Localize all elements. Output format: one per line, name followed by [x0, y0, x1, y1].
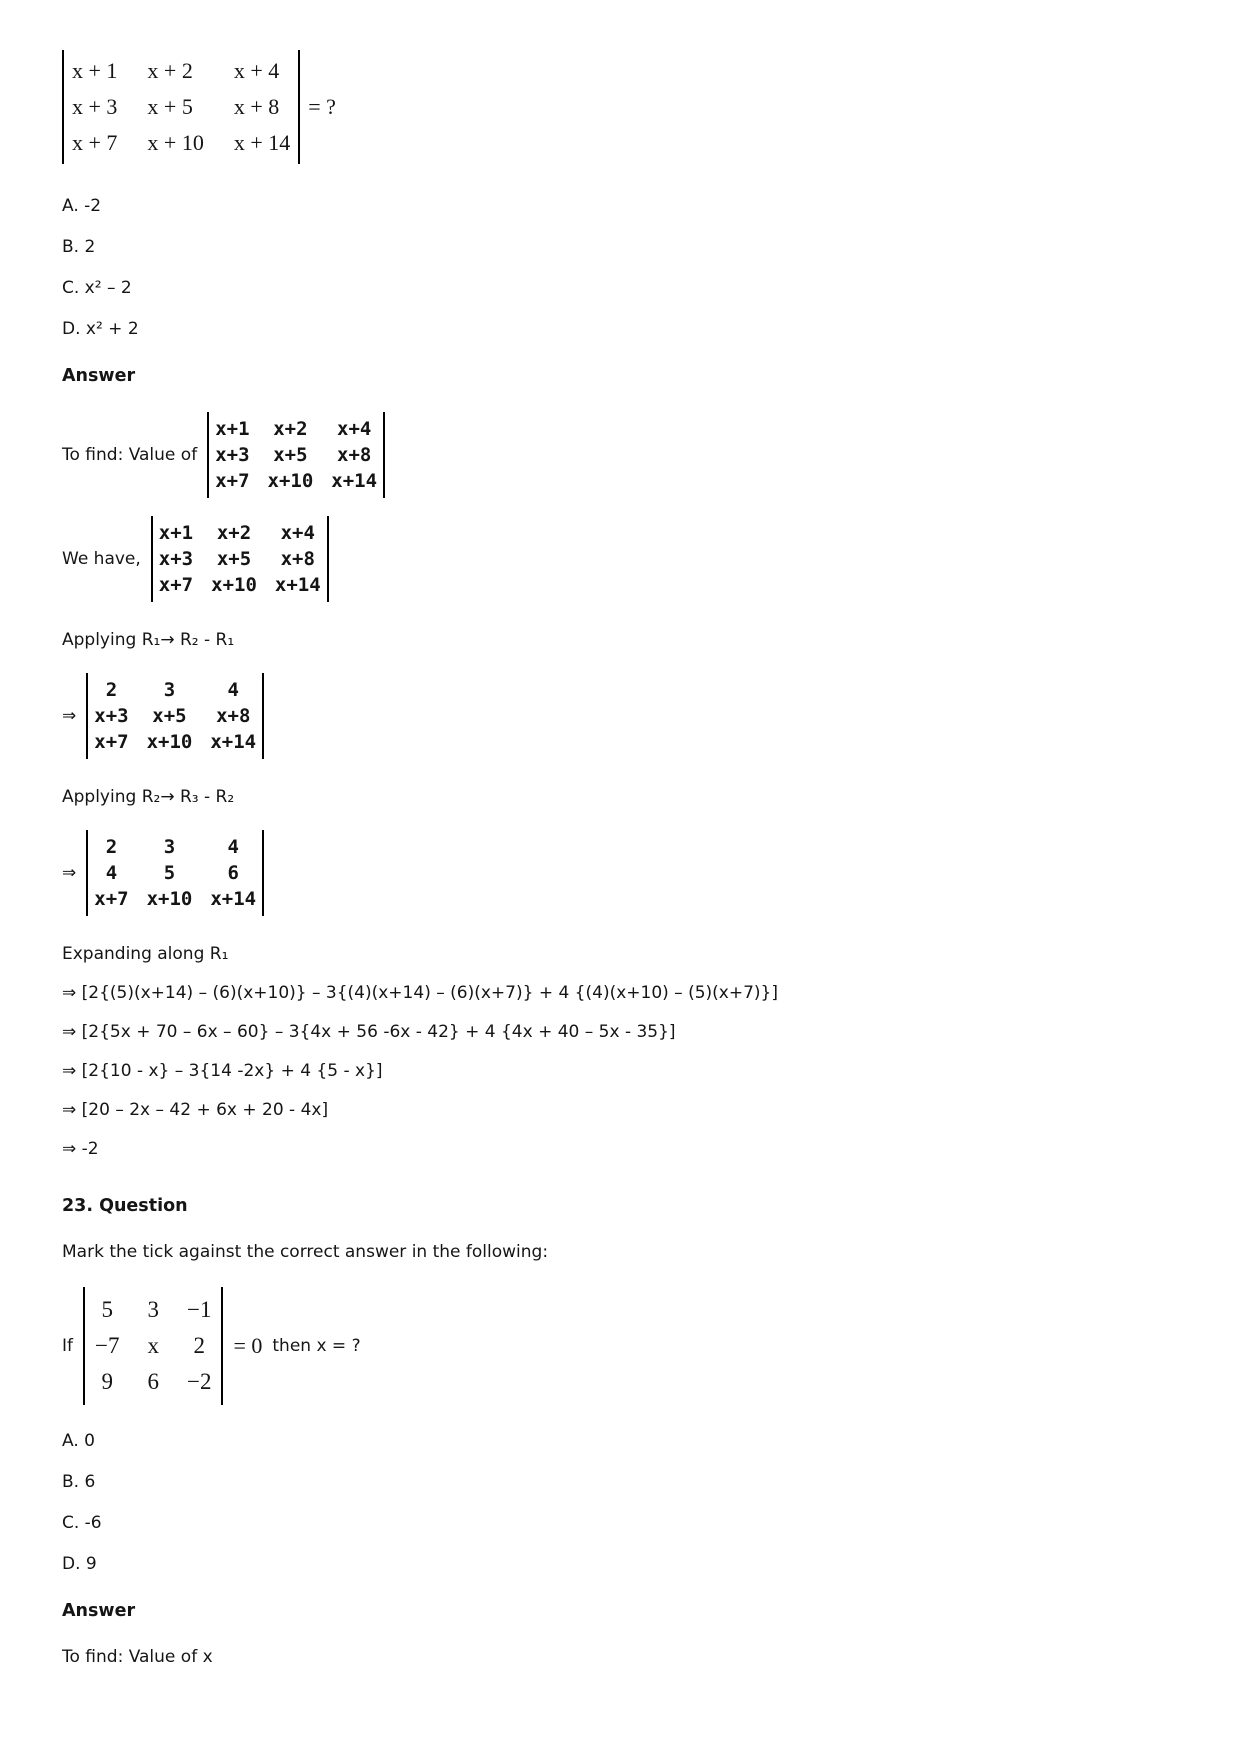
determinant-cell: x + 10	[147, 130, 204, 155]
q23-if-label: If	[62, 1335, 73, 1356]
determinant-cell: x+10	[267, 470, 314, 492]
determinant-cell: x+7	[215, 470, 250, 492]
determinant-cell: x+7	[158, 574, 194, 596]
q22-to-find-label: To find: Value of	[62, 444, 198, 465]
determinant-cell: x	[147, 1333, 159, 1358]
determinant-cell: x+1	[158, 522, 194, 544]
determinant-cell: x + 7	[72, 130, 118, 155]
determinant-cell: −2	[186, 1369, 212, 1394]
implies-arrow-1: ⇒	[62, 705, 77, 726]
determinant-cell: x + 1	[72, 58, 118, 83]
determinant-cell: x+2	[216, 522, 252, 544]
q22-we-have-row	[62, 516, 1200, 602]
determinant-cell: 2	[105, 679, 118, 701]
q22-option-d: D. x² + 2	[62, 319, 139, 339]
q22-step-2-determinant	[86, 830, 264, 916]
q22-step-1-determinant	[86, 673, 264, 759]
determinant-cell: x+8	[216, 705, 251, 727]
q22-step-2-row	[62, 830, 1200, 916]
determinant-cell: x+14	[210, 731, 257, 753]
determinant-cell: x+14	[331, 470, 378, 492]
q23-determinant	[83, 1287, 223, 1405]
q23-heading: 23. Question	[62, 1196, 188, 1216]
q22-expansion-step-3: ⇒ [2{10 - x} – 3{14 -2x} + 4 {5 - x}]	[62, 1061, 383, 1081]
q22-final-answer: ⇒ -2	[62, 1139, 99, 1159]
determinant-cell: 4	[227, 836, 239, 858]
determinant-cell: −1	[186, 1297, 212, 1322]
determinant-cell: x+14	[274, 574, 321, 596]
determinant-cell: x+4	[337, 418, 372, 440]
q22-equation-equals: = ?	[308, 94, 336, 119]
determinant-cell: 3	[147, 1297, 159, 1322]
determinant-cell: 2	[193, 1333, 205, 1358]
determinant-cell: x+3	[215, 444, 250, 466]
determinant-cell: x+10	[211, 574, 257, 596]
q22-option-b: B. 2	[62, 237, 96, 257]
determinant-cell: 9	[101, 1369, 113, 1394]
determinant-cell: x+8	[280, 548, 315, 570]
determinant-cell: x + 4	[233, 58, 280, 83]
q23-option-c: C. -6	[62, 1513, 102, 1533]
q22-expansion-step-4: ⇒ [20 – 2x – 42 + 6x + 20 - 4x]	[62, 1100, 329, 1120]
q22-equation	[62, 50, 1200, 164]
determinant-cell: x+5	[273, 444, 308, 466]
determinant-cell: x + 8	[233, 94, 280, 119]
determinant-cell: x+14	[210, 888, 257, 910]
q23-option-a: A. 0	[62, 1431, 95, 1451]
q22-option-c: C. x² – 2	[62, 278, 132, 298]
determinant-cell: 2	[105, 836, 118, 858]
q22-applying-row-operation-2: Applying R₂→ R₃ - R₂	[62, 787, 235, 807]
determinant-cell: x+10	[146, 731, 193, 753]
determinant-cell: x+5	[152, 705, 187, 727]
q23-option-b: B. 6	[62, 1472, 96, 1492]
determinant-cell: 4	[105, 862, 118, 884]
determinant-cell: x+4	[280, 522, 315, 544]
determinant-cell: −7	[95, 1333, 120, 1358]
determinant-cell: x+7	[94, 888, 129, 910]
q23-suffix: then x = ?	[272, 1335, 361, 1356]
determinant-cell: x + 5	[147, 94, 193, 119]
q22-expansion-step-1: ⇒ [2{(5)(x+14) – (6)(x+10)} – 3{(4)(x+14) – (6)(x+7)} + 4 {(4)(x+10) – (5)(x+7)}]	[62, 983, 779, 1003]
determinant-cell: 6	[147, 1369, 159, 1394]
determinant-cell: x+5	[216, 548, 252, 570]
q22-to-find-row	[62, 412, 1200, 498]
determinant-cell: x+1	[215, 418, 250, 440]
determinant-cell: x+2	[273, 418, 308, 440]
determinant-cell: x + 3	[72, 94, 118, 119]
determinant-cell: x+10	[146, 888, 193, 910]
determinant-cell: x+3	[94, 705, 129, 727]
determinant-cell: 3	[163, 679, 176, 701]
q23-option-d: D. 9	[62, 1554, 97, 1574]
determinant-cell: 6	[227, 862, 239, 884]
determinant-cell: 3	[163, 836, 176, 858]
determinant-cell: x+3	[158, 548, 194, 570]
determinant-cell: 5	[101, 1297, 113, 1322]
q23-prompt: Mark the tick against the correct answer in the following:	[62, 1242, 549, 1262]
q22-we-have-determinant	[151, 516, 329, 602]
q22-we-have-label: We have,	[62, 548, 141, 569]
determinant-cell: x + 14	[233, 130, 291, 155]
q22-to-find-determinant	[207, 412, 385, 498]
q22-step-1-row	[62, 673, 1200, 759]
q22-answer-heading: Answer	[62, 366, 136, 386]
q22-applying-row-operation-1: Applying R₁→ R₂ - R₁	[62, 630, 235, 650]
q22-option-a: A. -2	[62, 196, 102, 216]
determinant-cell: x + 2	[147, 58, 193, 83]
implies-arrow-2: ⇒	[62, 862, 77, 883]
q23-answer-heading: Answer	[62, 1601, 136, 1621]
q23-to-find: To find: Value of x	[62, 1647, 213, 1667]
q22-expansion-step-2: ⇒ [2{5x + 70 – 6x – 60} – 3{4x + 56 -6x - 42} + 4 {4x + 40 – 5x - 35}]	[62, 1022, 676, 1042]
determinant-cell: x+7	[94, 731, 129, 753]
q22-equation-determinant	[62, 50, 300, 164]
q22-expanding-note: Expanding along R₁	[62, 944, 229, 964]
q23-equation	[62, 1287, 1200, 1405]
determinant-cell: 4	[227, 679, 239, 701]
q23-equals-zero: = 0	[233, 1333, 263, 1358]
determinant-cell: 5	[163, 862, 176, 884]
determinant-cell: x+8	[337, 444, 372, 466]
